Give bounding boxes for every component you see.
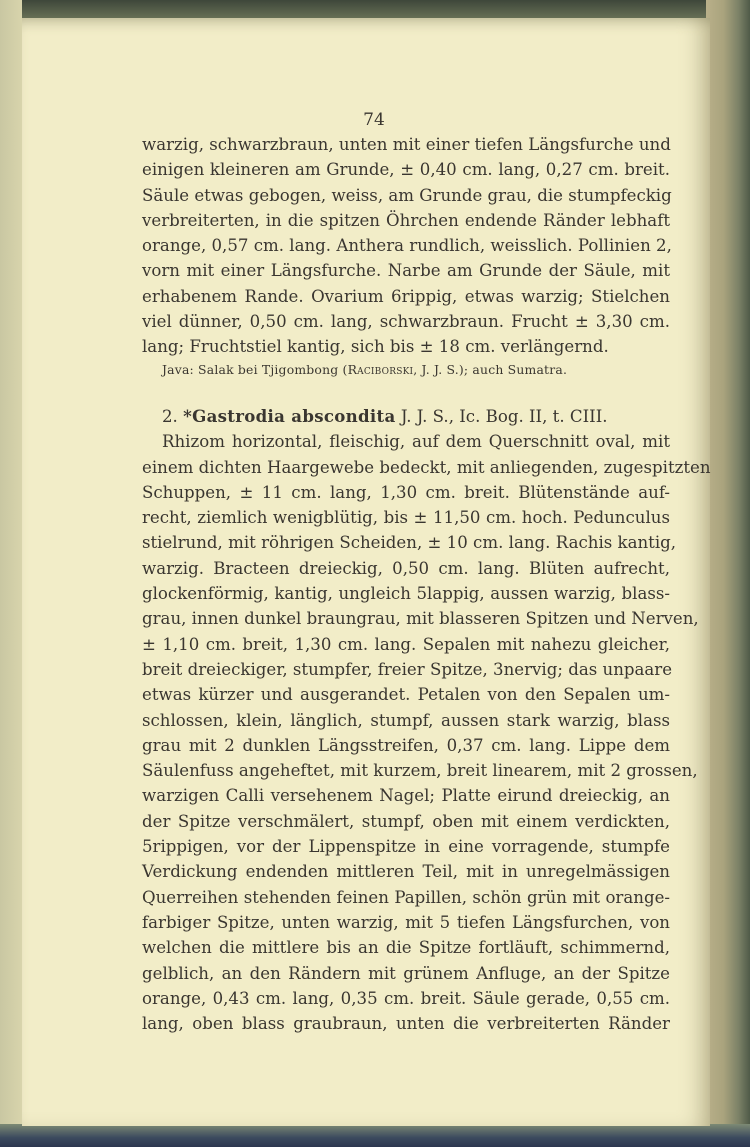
text-line: Säulenfuss angeheftet, mit kurzem, breit linearem, mit 2 grossen,	[142, 761, 698, 781]
text-line: Rhizom horizontal, fleischig, auf dem Querschnitt oval, mit	[162, 432, 670, 452]
collector-name: Raciborski	[347, 362, 414, 377]
book-spine	[706, 0, 750, 1147]
text-line: grau, innen dunkel braungrau, mit blasseren Spitzen und Nerven,	[142, 609, 699, 629]
text-line: orange, 0,43 cm. lang, 0,35 cm. breit. Säule gerade, 0,55 cm.	[142, 988, 670, 1008]
text-line: gelblich, an den Rändern mit grünem Anfluge, an der Spitze	[142, 963, 670, 983]
text-line: recht, ziemlich wenigblütig, bis ± 11,50 cm. hoch. Pedunculus	[142, 508, 670, 528]
text-line: Säule etwas gebogen, weiss, am Grunde grau, die stumpfeckig	[142, 185, 672, 205]
text-line: erhabenem Rande. Ovarium 6rippig, etwas warzig; Stielchen	[142, 286, 670, 306]
text-line: etwas kürzer und ausgerandet. Petalen von den Sepalen um-	[142, 685, 670, 705]
text-line: grau mit 2 dunklen Längsstreifen, 0,37 cm. lang. Lippe dem	[142, 735, 670, 755]
text-line: schlossen, klein, länglich, stumpf, aussen stark warzig, blass	[142, 710, 670, 730]
text-line: ± 1,10 cm. breit, 1,30 cm. lang. Sepalen mit nahezu gleicher,	[142, 634, 670, 654]
species-number: 2.	[162, 407, 178, 426]
text-line: vorn mit einer Längsfurche. Narbe am Grunde der Säule, mit	[142, 261, 670, 281]
text-line: farbiger Spitze, unten warzig, mit 5 tiefen Längsfurchen, von	[142, 912, 670, 932]
text-line: stielrund, mit röhrigen Scheiden, ± 10 cm. lang. Rachis kantig,	[142, 533, 677, 553]
text-line: orange, 0,57 cm. lang. Anthera rundlich, weisslich. Pollinien 2,	[142, 236, 672, 256]
text-line: lang; Fruchtstiel kantig, sich bis ± 18 cm. verlängernd.	[142, 337, 609, 357]
locality-suffix: , J. J. S.); auch Sumatra.	[413, 362, 568, 377]
book-bottom-edge	[0, 1124, 750, 1147]
locality-note	[162, 362, 567, 377]
text-line: viel dünner, 0,50 cm. lang, schwarzbraun. Frucht ± 3,30 cm.	[142, 312, 670, 332]
text-line: lang, oben blass graubraun, unten die verbreiterten Ränder	[142, 1014, 670, 1034]
species-entry	[142, 404, 711, 1036]
species-heading	[142, 404, 670, 429]
text-line: verbreiterten, in die spitzen Öhrchen endende Ränder lebhaft	[142, 210, 670, 230]
text-line: einem dichten Haargewebe bedeckt, mit anliegenden, zugespitzten	[142, 457, 711, 477]
text-line: 5rippigen, vor der Lippenspitze in eine vorragende, stumpfe	[142, 837, 670, 857]
text-line: warzigen Calli versehenem Nagel; Platte eirund dreieckig, an	[142, 786, 670, 806]
text-line: breit dreieckiger, stumpfer, freier Spitze, 3nervig; das unpaare	[142, 659, 673, 679]
text-line: einigen kleineren am Grunde, ± 0,40 cm. lang, 0,27 cm. breit.	[142, 160, 670, 180]
text-line: der Spitze verschmälert, stumpf, oben mit einem verdickten,	[142, 811, 670, 831]
book-page	[22, 18, 710, 1126]
text-line: Schuppen, ± 11 cm. lang, 1,30 cm. breit. Blütenstände auf-	[142, 482, 670, 502]
page-number: 74	[363, 110, 385, 130]
text-line: glockenförmig, kantig, ungleich 5lappig, aussen warzig, blass-	[142, 584, 670, 604]
species-name: *Gastrodia abscondita	[183, 406, 396, 426]
text-line: warzig. Bracteen dreieckig, 0,50 cm. lang. Blüten aufrecht,	[142, 558, 670, 578]
book-left-edge	[0, 0, 22, 1147]
text-line: warzig, schwarzbraun, unten mit einer tiefen Längsfurche und	[142, 135, 671, 154]
locality-prefix: Java: Salak bei Tjigombong (	[162, 362, 348, 377]
text-line: Querreihen stehenden feinen Papillen, schön grün mit orange-	[142, 887, 670, 907]
book-top-edge	[0, 0, 750, 20]
paragraph-continued	[142, 132, 670, 360]
species-authority: J. J. S., Ic. Bog. II, t. CIII.	[400, 407, 608, 426]
text-line: welchen die mittlere bis an die Spitze fortläuft, schimmernd,	[142, 938, 670, 958]
text-line: Verdickung endenden mittleren Teil, mit in unregelmässigen	[142, 862, 670, 882]
